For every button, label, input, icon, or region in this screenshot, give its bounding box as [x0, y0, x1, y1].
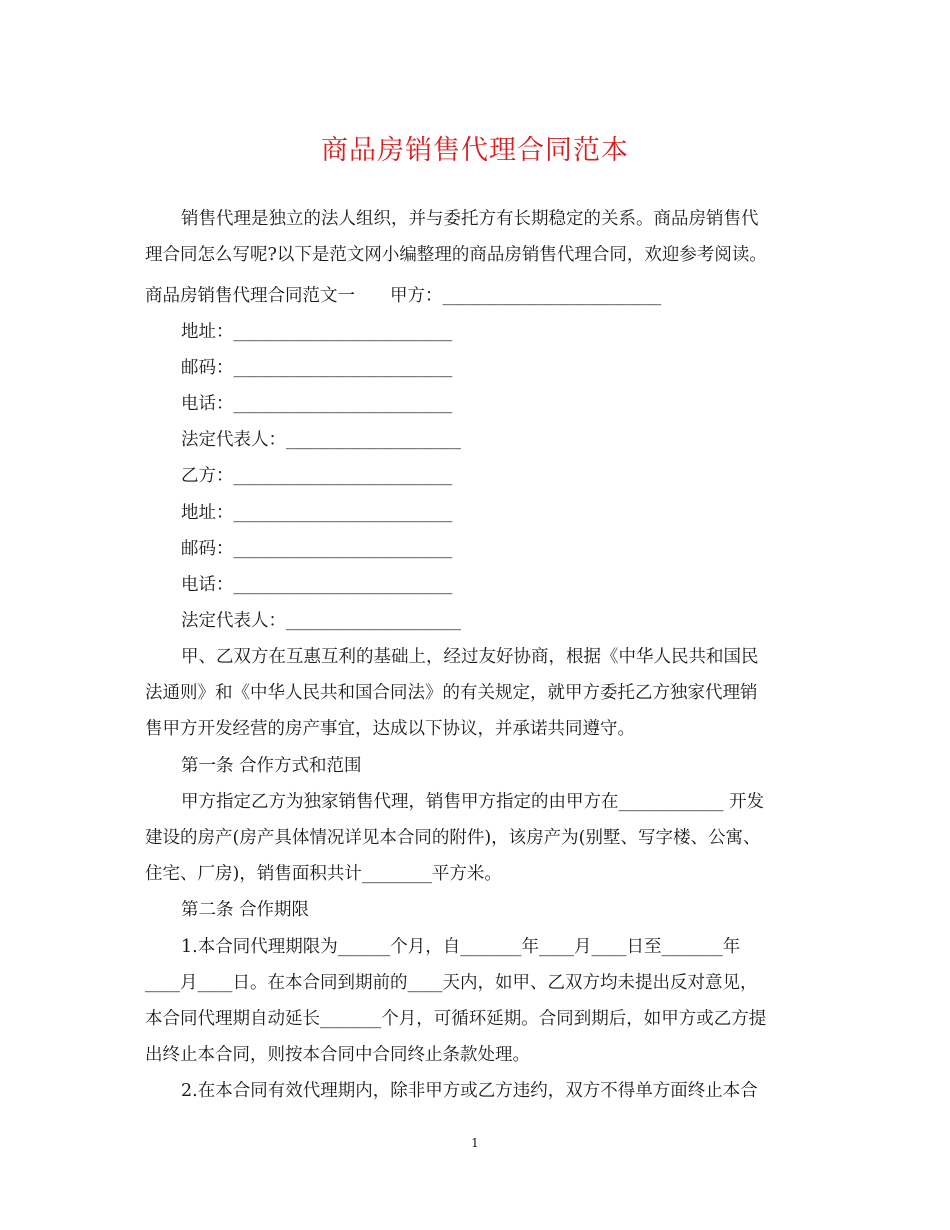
page-number: 1	[471, 1136, 479, 1150]
form-field-line: 地址：_________________________	[181, 503, 453, 523]
paragraph-line: 理合同怎么写呢?以下是范文网小编整理的商品房销售代理合同，欢迎参考阅读。	[145, 245, 767, 265]
form-field-line: 电话：_________________________	[181, 394, 453, 414]
paragraph-line: ____月____日。在本合同到期前的____天内，如甲、乙双方均未提出反对意见，	[145, 973, 758, 993]
paragraph-line: 住宅、厂房)，销售面积共计________平方米。	[145, 864, 502, 884]
paragraph-line: 2.在本合同有效代理期内，除非甲方或乙方违约，双方不得单方面终止本合	[181, 1081, 758, 1101]
form-field-line: 地址：_________________________	[181, 322, 453, 342]
form-field-line: 邮码：_________________________	[181, 539, 453, 559]
form-field-line: 法定代表人：____________________	[181, 430, 461, 450]
form-field-line: 乙方：_________________________	[181, 466, 453, 486]
paragraph-line: 售甲方开发经营的房产事宜，达成以下协议，并承诺共同遵守。	[145, 719, 635, 739]
form-field-line: 法定代表人：____________________	[181, 611, 461, 631]
paragraph-line: 1.本合同代理期限为______个月，自_______年____月____日至_______年	[181, 937, 741, 957]
paragraph-line: 建设的房产(房产具体情况详见本合同的附件)，该房产为(别墅、写字楼、公寓、	[145, 828, 761, 848]
form-field-line: 邮码：_________________________	[181, 358, 453, 378]
paragraph-line: 甲、乙双方在互惠互利的基础上，经过友好协商，根据《中华人民共和国民	[181, 647, 759, 667]
section-heading: 第一条 合作方式和范围	[181, 756, 362, 776]
paragraph-line: 销售代理是独立的法人组织，并与委托方有长期稳定的关系。商品房销售代	[181, 209, 759, 229]
paragraph-line: 出终止本合同，则按本合同中合同终止条款处理。	[145, 1045, 530, 1065]
paragraph-line: 甲方指定乙方为独家销售代理，销售甲方指定的由甲方在____________ 开发	[181, 792, 765, 812]
form-field-line: 电话：_________________________	[181, 575, 453, 595]
section-heading: 第二条 合作期限	[181, 900, 310, 920]
document-title: 商品房销售代理合同范本	[321, 135, 629, 166]
paragraph-line: 法通则》和《中华人民共和国合同法》的有关规定，就甲方委托乙方独家代理销	[145, 683, 758, 703]
paragraph-line: 本合同代理期自动延长_______个月，可循环延期。合同到期后，如甲方或乙方提	[145, 1009, 767, 1029]
paragraph-line: 商品房销售代理合同范文一 甲方：_________________________	[145, 286, 662, 306]
